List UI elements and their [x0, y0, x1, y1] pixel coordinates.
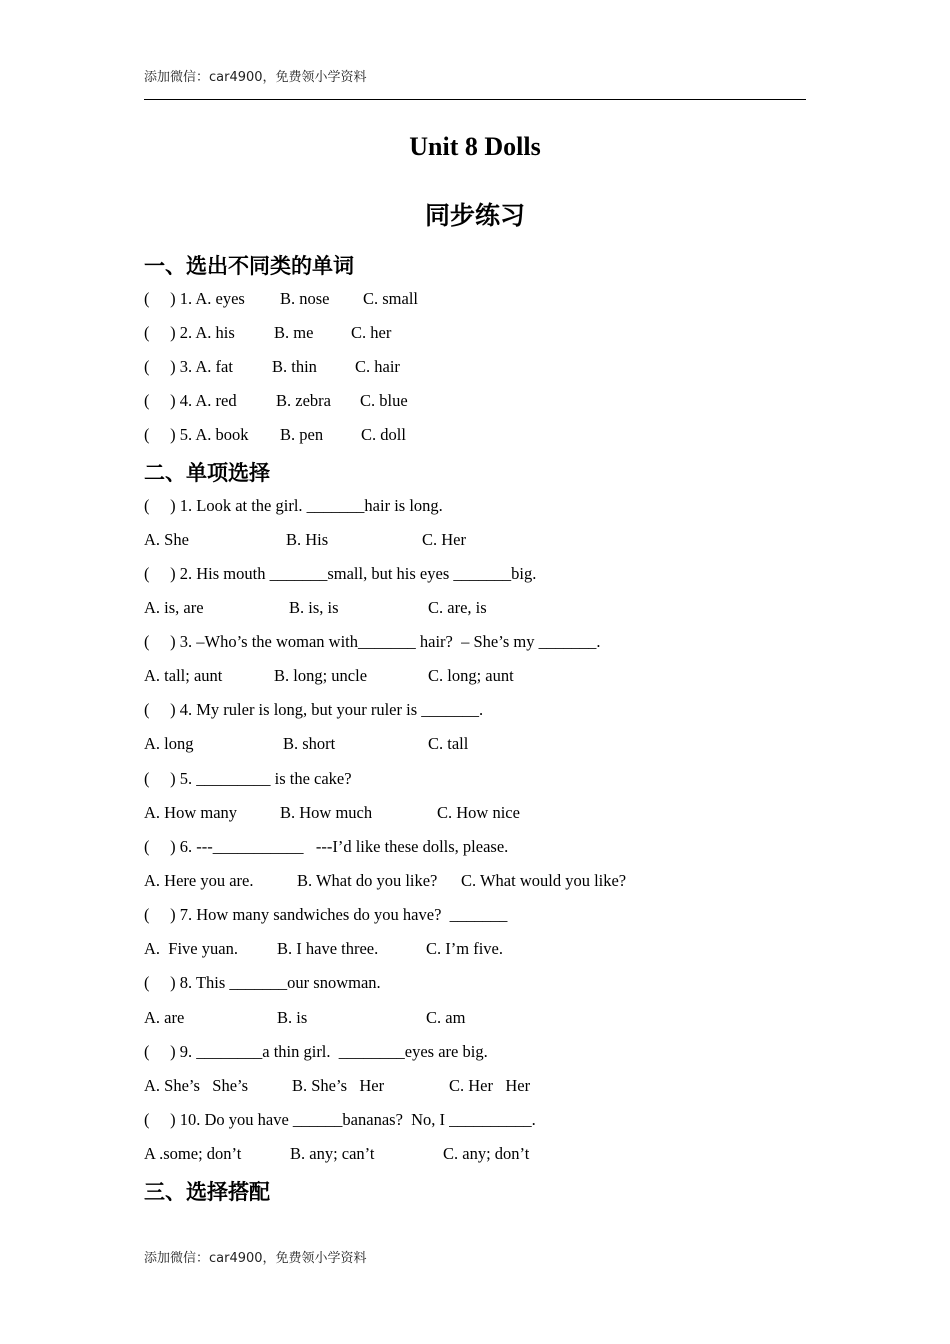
- part2-q1-stem: ( ) 1. Look at the girl. _______hair is long.: [144, 496, 443, 515]
- page-header-note: 添加微信：car4900，免费领小学资料: [144, 70, 367, 85]
- part2-q2-stem: ( ) 2. His mouth _______small, but his eyes _______big.: [144, 564, 537, 583]
- part2-q8-option-a: A. are: [144, 1008, 185, 1027]
- part2-q7-option-a: A. Five yuan.: [144, 939, 238, 958]
- part1-item-4-option-b: B. zebra: [276, 391, 331, 410]
- part2-q9-option-c: C. Her Her: [449, 1076, 531, 1095]
- part2-q2-option-b: B. is, is: [289, 598, 339, 617]
- part2-q10-option-a: A .some; don’t: [144, 1144, 242, 1163]
- part1-item-1-option-b: B. nose: [280, 289, 330, 308]
- part1-item-2-option-b: B. me: [274, 323, 314, 342]
- part1-item-3-option-c: C. hair: [355, 357, 400, 376]
- section-heading-3: 三、选择搭配: [144, 1180, 270, 1204]
- part2-q7-option-c: C. I’m five.: [426, 939, 503, 958]
- part2-q5-option-b: B. How much: [280, 803, 373, 822]
- part1-item-3-stem: ( ) 3. A. fat: [144, 357, 233, 376]
- part2-q3-option-c: C. long; aunt: [428, 666, 514, 685]
- part2-q6-option-b: B. What do you like?: [297, 871, 438, 890]
- part1-item-1-option-c: C. small: [363, 289, 419, 308]
- part2-q4-option-b: B. short: [283, 734, 336, 753]
- document-title: Unit 8 Dolls: [409, 132, 541, 161]
- part2-q6-stem: ( ) 6. ---___________ ---I’d like these dolls, please.: [144, 837, 509, 856]
- part2-q8-stem: ( ) 8. This _______our snowman.: [144, 973, 381, 992]
- part2-q10-option-c: C. any; don’t: [443, 1144, 530, 1163]
- part1-item-1-stem: ( ) 1. A. eyes: [144, 289, 245, 308]
- part2-q1-option-b: B. His: [286, 530, 329, 549]
- header-divider: [144, 99, 806, 100]
- part2-q3-option-b: B. long; uncle: [274, 666, 368, 685]
- part2-q7-option-b: B. I have three.: [277, 939, 379, 958]
- part2-q9-stem: ( ) 9. ________a thin girl. ________eyes are big.: [144, 1042, 488, 1061]
- part2-q1-option-a: A. She: [144, 530, 189, 549]
- part2-q4-option-c: C. tall: [428, 734, 469, 753]
- page-footer-note: 添加微信：car4900，免费领小学资料: [144, 1251, 367, 1266]
- document-subtitle: 同步练习: [424, 201, 525, 230]
- part2-q8-option-b: B. is: [277, 1008, 308, 1027]
- part1-item-4-option-c: C. blue: [360, 391, 408, 410]
- part2-q8-option-c: C. am: [426, 1008, 466, 1027]
- part1-item-3-option-b: B. thin: [272, 357, 317, 376]
- part2-q1-option-c: C. Her: [422, 530, 466, 549]
- part1-item-5-option-c: C. doll: [361, 425, 406, 444]
- part2-q4-stem: ( ) 4. My ruler is long, but your ruler is _______.: [144, 700, 484, 719]
- part1-item-5-stem: ( ) 5. A. book: [144, 425, 249, 444]
- section-heading-1: 一、选出不同类的单词: [144, 254, 354, 278]
- part1-item-2-stem: ( ) 2. A. his: [144, 323, 235, 342]
- part1-item-4-stem: ( ) 4. A. red: [144, 391, 237, 410]
- part2-q7-stem: ( ) 7. How many sandwiches do you have? _______: [144, 905, 508, 924]
- part2-q5-option-c: C. How nice: [437, 803, 520, 822]
- part2-q6-option-c: C. What would you like?: [461, 871, 627, 890]
- part2-q9-option-a: A. She’s She’s: [144, 1076, 249, 1095]
- part2-q10-stem: ( ) 10. Do you have ______bananas? No, I __________.: [144, 1110, 536, 1129]
- part2-q3-stem: ( ) 3. –Who’s the woman with_______ hair? – She’s my _______.: [144, 632, 601, 651]
- section-heading-2: 二、单项选择: [144, 461, 270, 485]
- part2-q2-option-c: C. are, is: [428, 598, 487, 617]
- part2-q2-option-a: A. is, are: [144, 598, 204, 617]
- part1-item-2-option-c: C. her: [351, 323, 392, 342]
- part2-q6-option-a: A. Here you are.: [144, 871, 254, 890]
- part2-q9-option-b: B. She’s Her: [292, 1076, 385, 1095]
- part2-q10-option-b: B. any; can’t: [290, 1144, 375, 1163]
- part2-q4-option-a: A. long: [144, 734, 194, 753]
- part2-q3-option-a: A. tall; aunt: [144, 666, 223, 685]
- part2-q5-option-a: A. How many: [144, 803, 238, 822]
- part1-item-5-option-b: B. pen: [280, 425, 324, 444]
- part2-q5-stem: ( ) 5. _________ is the cake?: [144, 769, 352, 788]
